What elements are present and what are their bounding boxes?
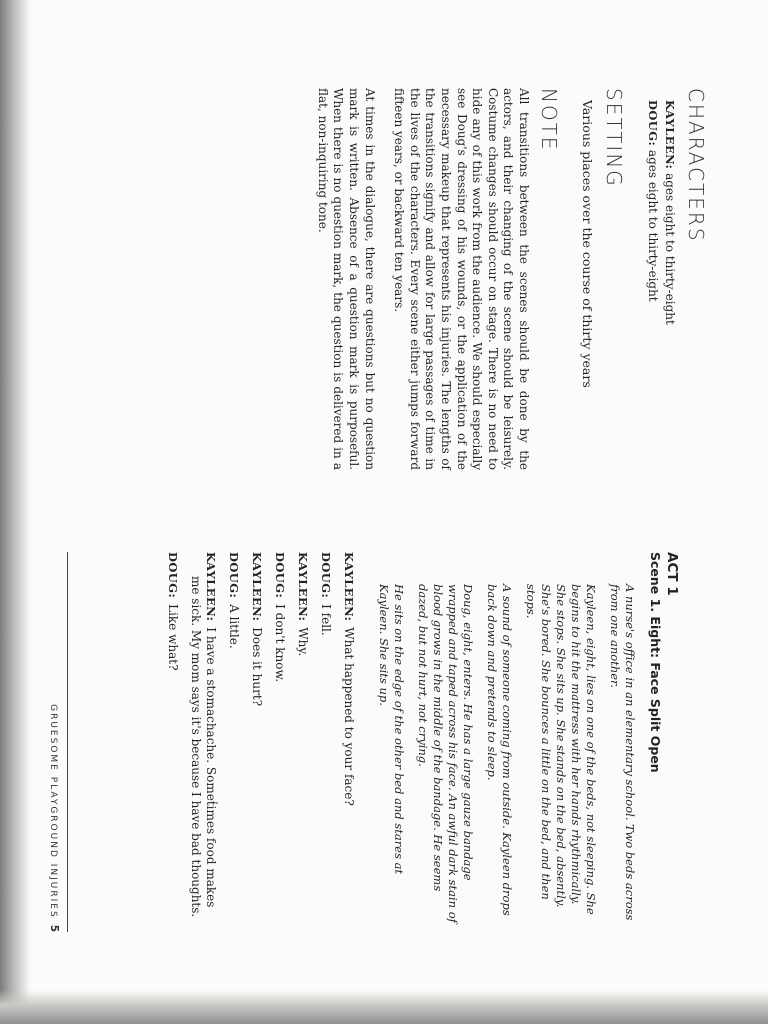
page-number: 5 [48,924,60,932]
dialogue-line [165,552,180,927]
dialogue-text: I fell. [319,604,333,636]
speaker-name: DOUG: [319,552,333,599]
speaker-name: KAYLEEN: [250,552,264,622]
speaker-name: DOUG: [227,552,241,599]
stage-direction: A nurse's office in an elementary school. Two beds across from one another. [608,584,637,921]
speaker-name: DOUG: [273,552,287,599]
dialogue-line [272,552,287,927]
stage-direction: Kayleen, eight, lies on one of the beds, not sleeping. She begins to hit the mattress with her hands rhythmically. She stops. She sits up. She stands on the bed, absently. She's bored. She bounces a little on the bed, and then stops. [524,584,598,915]
setting-text: Various places over the course of thirty years [580,100,595,388]
character-entry-doug [644,100,661,470]
dialogue-line [318,552,333,927]
dialogue-line [295,552,310,927]
dialogue-text: A little. [227,604,241,649]
running-title: GRUESOME PLAYGROUND INJURIES [48,704,58,919]
left-page [314,88,708,470]
right-page [157,552,680,927]
note-paragraph: At times in the dialogue, there are questions but no question mark is written. Absence of a question mark is purposeful. When there is no question mark, the question is delivered in a flat, non-inquiring tone. [315,88,377,470]
setting-heading: SETTING [602,88,626,188]
speaker-name: KAYLEEN: [296,552,310,622]
dialogue-text: I don't know. [273,604,287,683]
dialogue-line [188,552,218,927]
stage-direction: A sound of someone coming from outside. Kayleen drops back down and pretends to sleep. [485,584,514,916]
dialogue-line [226,552,241,927]
character-entry-kayleen [661,100,678,470]
speaker-name: KAYLEEN: [342,552,356,622]
page-footer [48,552,68,932]
character-description: ages eight to thirty-eight [646,149,660,302]
speaker-name: KAYLEEN: [204,552,218,622]
scene-title: Scene 1. Eight: Face Split Open [648,552,663,773]
dialogue-text: I have a stomachache. Sometimes food makes me sick. My mom says it's because I have bad thoughts. [189,576,218,918]
note-paragraph: All transitions between the scenes should be done by the actors, and their changing of the scene should be leisurely. Costume changes should occur on stage. There is no need to hide any of this work from the audience. We should especially see Doug's dressing of his wounds, or the application of the necessary makeup that represents his injuries. The lengths of the transitions signify and allow for large passages of time in the lives of the characters. Every scene either jumps forward fifteen years, or backward ten years. [392,88,531,470]
dialogue-text: Like what? [166,604,180,671]
character-name: KAYLEEN: [663,100,677,170]
speaker-name: DOUG: [166,552,180,599]
character-description: ages eight to thirty-eight [663,173,677,325]
characters-heading: CHARACTERS [684,88,708,243]
dialogue-text: Why. [296,627,310,657]
act-title: ACT 1 [664,552,680,596]
dialogue-text: What happened to your face? [342,627,356,806]
stage-direction: He sits on the edge of the other bed and stares at Kayleen. She sits up. [377,584,406,875]
dialogue-line [341,552,356,927]
dialogue-text: Does it hurt? [250,627,264,707]
dialogue-line [249,552,264,927]
note-heading: NOTE [537,88,561,152]
character-name: DOUG: [646,100,660,147]
stage-direction: Doug, eight, enters. He has a large gauze bandage wrapped and taped across his face. An awful dark stain of blood grows in the middle of the bandage. He seems dazed, but not hurt, not crying. [416,584,475,923]
